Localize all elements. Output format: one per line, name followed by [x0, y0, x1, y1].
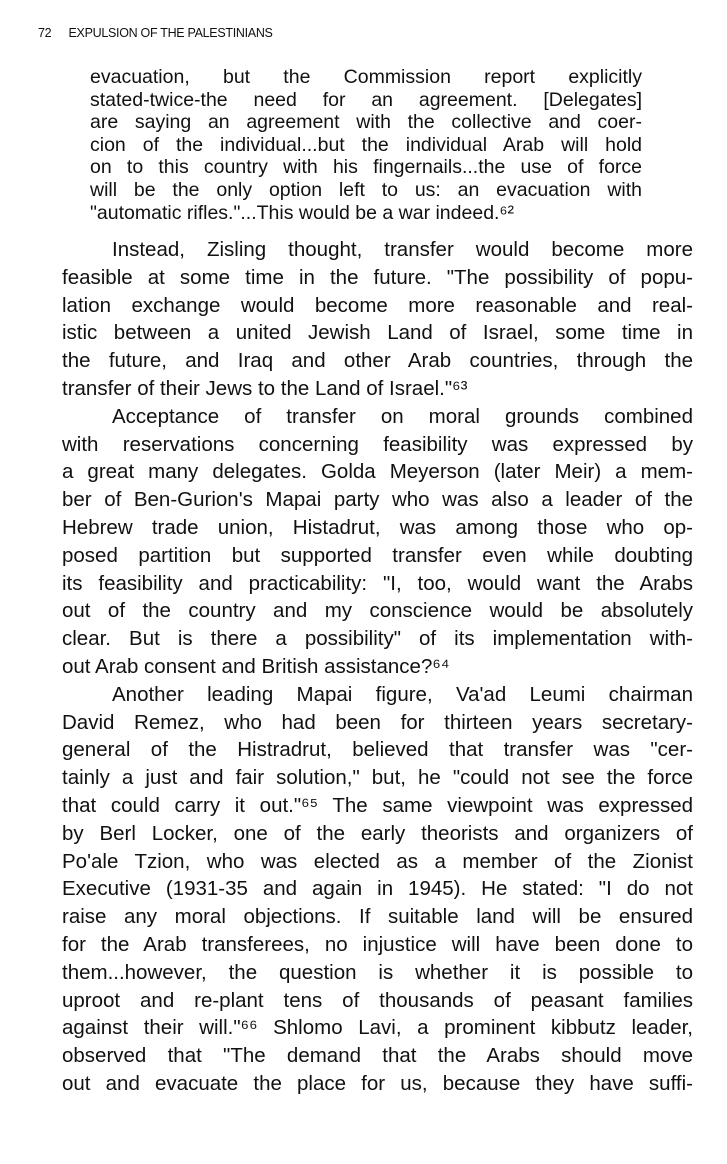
text-line: Executive (1931-35 and again in 1945). He stated: "I do not: [62, 877, 693, 901]
quote-line: evacuation, but the Commission report explicitly: [90, 66, 642, 88]
running-header: [38, 26, 273, 40]
text-line: Another leading Mapai figure, Va'ad Leumi chairman: [112, 682, 693, 706]
text-line: David Remez, who had been for thirteen years secretary-: [62, 710, 693, 734]
running-title: EXPULSION OF THE PALESTINIANS: [68, 26, 273, 40]
text-line: istic between a united Jewish Land of Israel, some time in: [62, 321, 693, 345]
text-line: Po'ale Tzion, who was elected as a member of the Zionist: [62, 849, 693, 873]
block-quote: [90, 66, 642, 224]
text-line: for the Arab transferees, no injustice will have been done to: [62, 932, 693, 956]
text-line: that could carry it out."⁶⁵ The same viewpoint was expressed: [62, 793, 693, 817]
text-line: observed that "The demand that the Arabs should move: [62, 1044, 693, 1068]
text-line: out and evacuate the place for us, because they have suffi-: [62, 1071, 693, 1095]
body-text: [62, 236, 693, 1098]
text-line: posed partition but supported transfer even while doubting: [62, 543, 693, 567]
text-line: transfer of their Jews to the Land of Israel."⁶³: [62, 376, 468, 400]
quote-line: on to this country with his fingernails...the use of force: [90, 156, 642, 179]
quote-line: cion of the individual...but the individual Arab will hold: [90, 133, 642, 156]
text-line: feasible at some time in the future. "The possibility of popu-: [62, 265, 693, 289]
text-line: Acceptance of transfer on moral grounds combined: [112, 404, 693, 428]
text-line: out of the country and my conscience would be absolutely: [62, 599, 693, 623]
quote-line: will be the only option left to us: an evacuation with: [90, 178, 642, 201]
paragraph: [62, 681, 693, 1098]
text-line: general of the Histradrut, believed that transfer was "cer-: [62, 738, 693, 762]
text-line: clear. But is there a possibility" of its implementation with-: [62, 627, 693, 651]
page-number: 72: [38, 26, 52, 40]
text-line: its feasibility and practicability: "I, too, would want the Arabs: [62, 571, 693, 595]
text-line: by Berl Locker, one of the early theorists and organizers of: [62, 821, 693, 845]
text-line: ber of Ben-Gurion's Mapai party who was also a leader of the: [62, 488, 693, 512]
text-line: uproot and re-plant tens of thousands of peasant families: [62, 988, 693, 1012]
quote-line: "automatic rifles."...This would be a war indeed.⁶²: [90, 201, 514, 224]
text-line: raise any moral objections. If suitable land will be ensured: [62, 905, 693, 929]
paragraph: [62, 403, 693, 681]
text-line: with reservations concerning feasibility was expressed by: [62, 432, 693, 456]
text-line: tainly a just and fair solution," but, he "could not see the force: [62, 766, 693, 790]
text-line: Instead, Zisling thought, transfer would become more: [112, 238, 693, 261]
text-line: out Arab consent and British assistance?⁶⁴: [62, 654, 450, 678]
text-line: the future, and Iraq and other Arab countries, through the: [62, 349, 693, 373]
text-line: lation exchange would become more reasonable and real-: [62, 293, 693, 317]
paragraph: [62, 236, 693, 403]
text-line: against their will."⁶⁶ Shlomo Lavi, a prominent kibbutz leader,: [62, 1016, 693, 1040]
text-line: a great many delegates. Golda Meyerson (later Meir) a mem-: [62, 460, 693, 484]
quote-line: are saying an agreement with the collective and coer-: [90, 111, 642, 134]
quote-line: stated-twice-the need for an agreement. [Delegates]: [90, 88, 642, 111]
text-line: them...however, the question is whether it is possible to: [62, 960, 693, 984]
text-line: Hebrew trade union, Histadrut, was among those who op-: [62, 515, 693, 539]
